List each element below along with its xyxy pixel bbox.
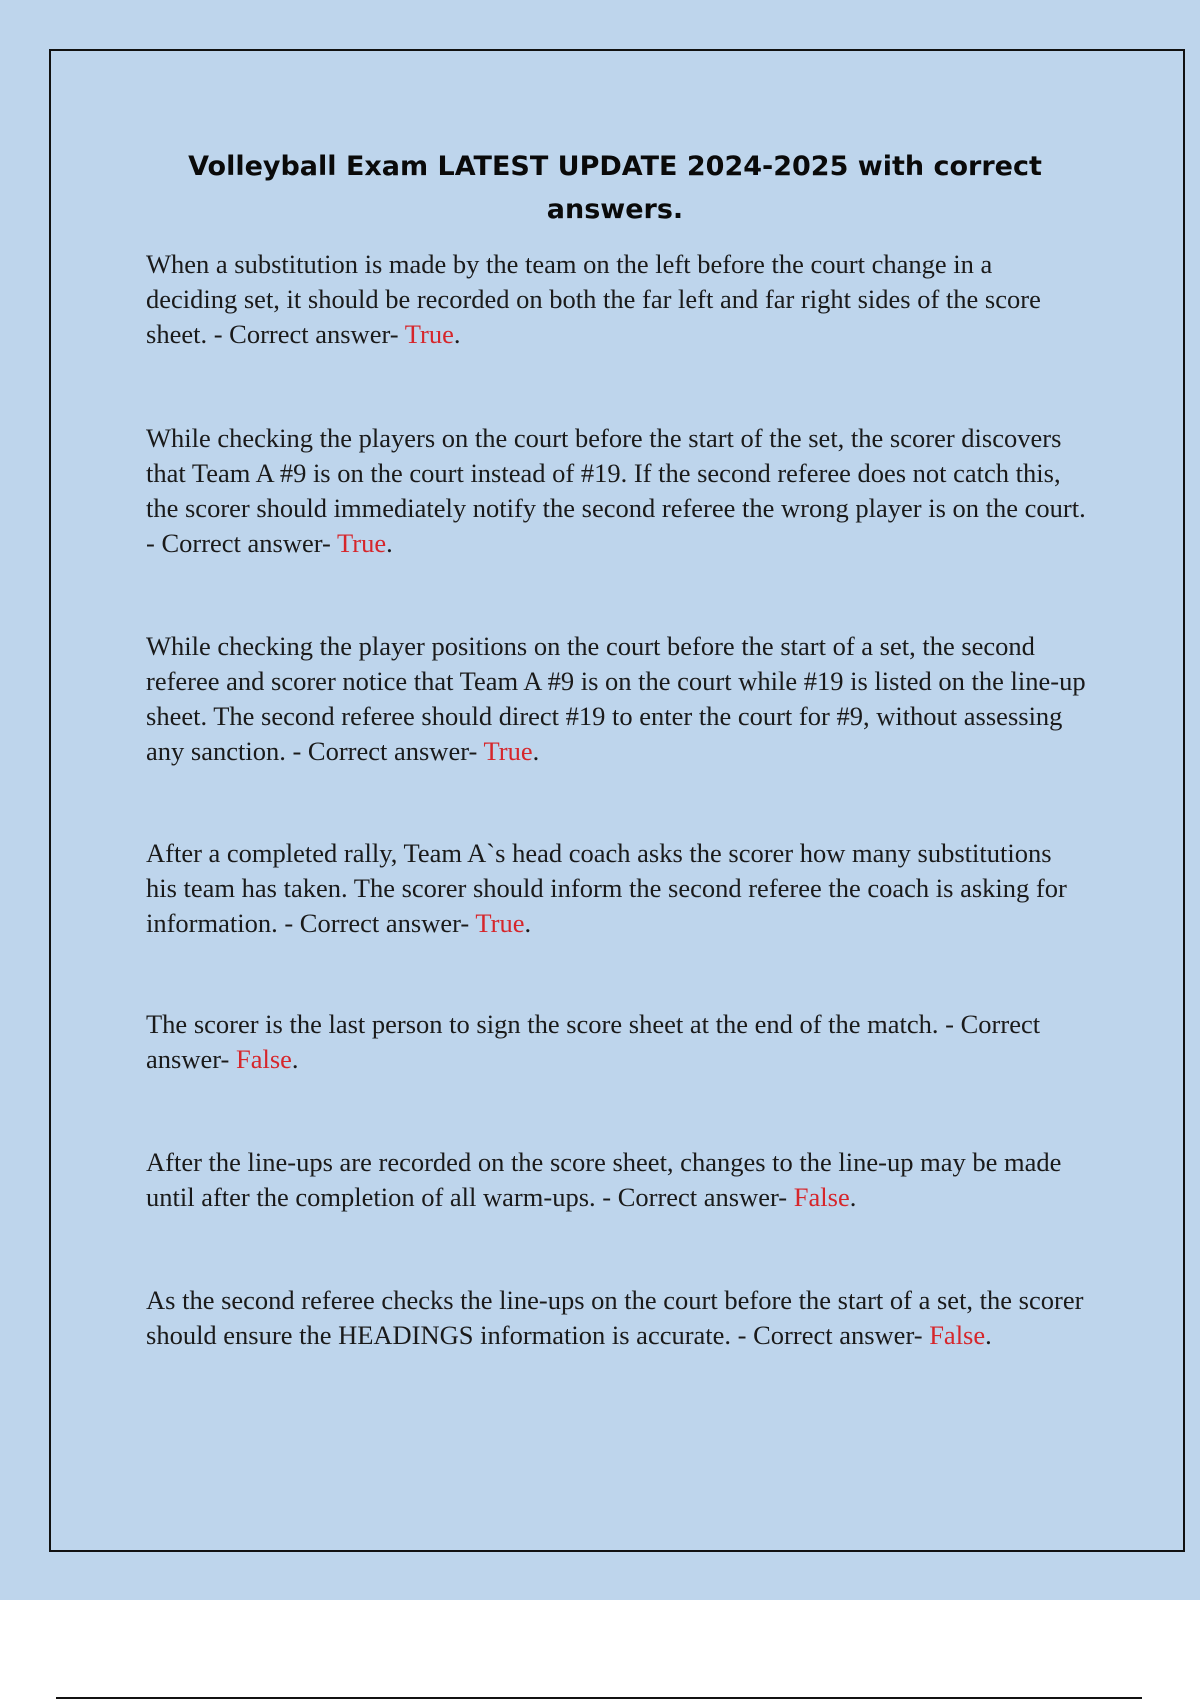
answer-text: True xyxy=(404,319,454,349)
answer-text: True xyxy=(475,908,525,938)
answer-text: False xyxy=(793,1182,850,1212)
answer-end: . xyxy=(985,1320,992,1350)
qa-item xyxy=(146,1007,1086,1077)
answer-end: . xyxy=(291,1044,299,1074)
answer-end: . xyxy=(849,1182,857,1212)
qa-item xyxy=(146,836,1086,941)
answer-text: False xyxy=(929,1320,986,1350)
qa-item xyxy=(146,629,1086,769)
answer-text: True xyxy=(337,528,387,558)
answer-end: . xyxy=(524,908,532,938)
question-text: When a substitution is made by the team on the left before the court change in a deciding set, it should be recorded on both the far left and far right sides of the score sheet. - Correct answer- xyxy=(146,249,1041,349)
qa-item xyxy=(146,421,1086,561)
answer-text: True xyxy=(483,736,533,766)
page-divider xyxy=(56,1697,1142,1699)
answer-end: . xyxy=(532,736,540,766)
answer-text: False xyxy=(235,1044,292,1074)
question-text: After a completed rally, Team A`s head coach asks the scorer how many substitutions his team has taken. The scorer should inform the second referee the coach is asking for information. - Correct answer- xyxy=(146,838,1067,938)
document-title: Volleyball Exam LATEST UPDATE 2024-2025 with correct answers. xyxy=(188,151,1042,225)
question-text: While checking the player positions on the court before the start of a set, the second referee and scorer notice that Team A #9 is on the court while #19 is listed on the line-up sheet. The second referee should direct #19 to enter the court for #9, without assessing any sanction. - Correct answer- xyxy=(146,631,1086,766)
qa-item xyxy=(146,1283,1086,1353)
question-text: After the line-ups are recorded on the score sheet, changes to the line-up may be made until after the completion of all warm-ups. - Correct answer- xyxy=(146,1147,1062,1212)
question-text: While checking the players on the court before the start of the set, the scorer discovers that Team A #9 is on the court instead of #19. If the second referee does not catch this, the scorer should immediately notify the second referee the wrong player is on the court. - Correct answer- xyxy=(146,423,1086,558)
question-text: The scorer is the last person to sign the score sheet at the end of the match. - Correct answer- xyxy=(146,1009,1041,1074)
answer-end: . xyxy=(453,319,461,349)
answer-end: . xyxy=(386,528,393,558)
qa-item xyxy=(146,247,1086,352)
question-text: As the second referee checks the line-ups on the court before the start of a set, the scorer should ensure the HEADINGS information is accurate. - Correct answer- xyxy=(146,1285,1084,1350)
qa-item xyxy=(146,1145,1086,1215)
